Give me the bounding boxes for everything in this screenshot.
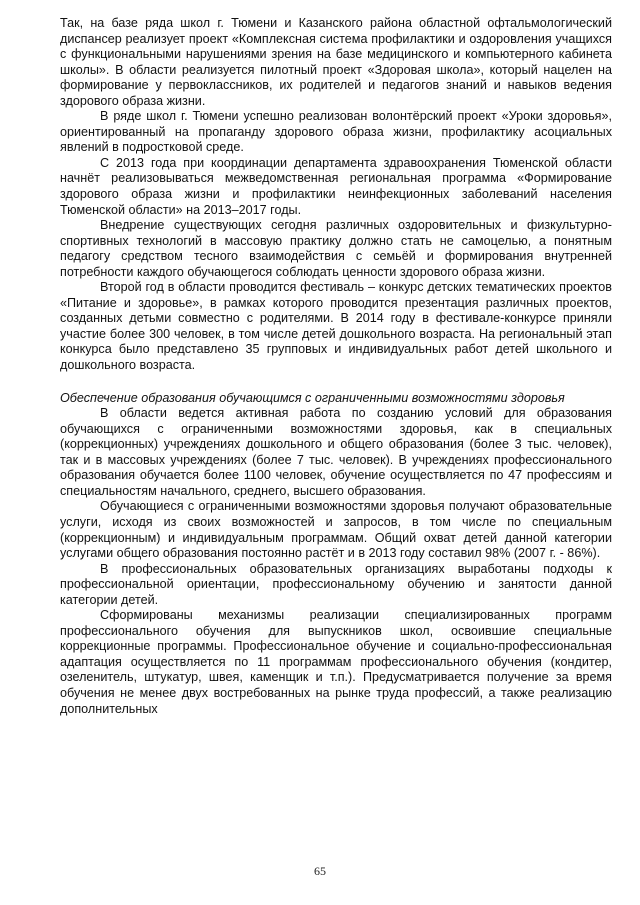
page-number: 65 (314, 864, 326, 878)
paragraph-educational-services: Обучающиеся с ограниченными возможностями здоровья получают образовательные услуги, исходя из своих возможностей и запросов, в том числе по специальным (коррекционным) и индивидуальным программам. Общий охват детей данной категории услугами общего образования постоянно растёт и в 2013 году составил 98% (2007 г. - 86%). (60, 499, 612, 561)
document-page (60, 16, 612, 717)
paragraph-festival-contest: Второй год в области проводится фестиваль – конкурс детских тематических проектов «Питание и здоровье», в рамках которого проводится презентация различных проектов, созданных детьми совместно с родителями. В 2014 году в фестивале-конкурсе приняли участие более 300 человек, в том числе детей дошкольного возраста. На региональный этап конкурса было представлено 35 групповых и индивидуальных работ детей школьного и дошкольного возраста. (60, 280, 612, 373)
paragraph-eye-health-project: Так, на базе ряда школ г. Тюмени и Казанского района областной офтальмологический диспансер реализует проект «Комплексная система профилактики и оздоровления учащихся с функциональными нарушениями зрения на базе медицинского и компьютерного кабинета школы». В области реализуется пилотный проект «Здоровая школа», который нацелен на формирование у первоклассников, их родителей и педагогов знаний и навыков ведения здорового образа жизни. (60, 16, 612, 108)
paragraph-special-education-conditions: В области ведется активная работа по созданию условий для образования обучающихся с ограниченными возможностями здоровья, как в специальных (коррекционных) учреждениях дошкольного и общего образования (более 3 тыс. человек), так и в массовых учреждениях (более 7 тыс. человек). В учреждениях профессионального образования обучается более 1100 человек, обучение осуществляется по 47 профессиям и специальностям начального, среднего, высшего образования. (60, 406, 612, 498)
paragraph-health-technologies: Внедрение существующих сегодня различных оздоровительных и физкультурно-спортивных технологий в массовую практику должно стать не самоцелью, а понятным педагогу средством тесного взаимодействия с семьёй и формирования внутренней потребности каждого обучающегося соблюдать ценности здорового образа жизни. (60, 218, 612, 279)
paragraph-regional-program: С 2013 года при координации департамента здравоохранения Тюменской области начнёт реализовываться межведомственная региональная программа «Формирование здорового образа жизни и профилактики неинфекционных заболеваний населения Тюменской области» на 2013–2017 годы. (60, 155, 612, 217)
paragraph-vocational-approaches: В профессиональных образовательных организациях выработаны подходы к профессиональной ориентации, профессиональному обучению и занятости данной категории детей. (60, 561, 612, 607)
paragraph-training-mechanisms: Сформированы механизмы реализации специализированных программ профессионального обучения для выпускников школ, освоившие специальные коррекционные программы. Профессиональное обучение и социально-профессиональная адаптация осуществляется по 11 программам профессионального обучения (кондитер, озеленитель, штукатур, швея, каменщик и т.п.). Предусматривается получение за время обучения не менее двух востребованных на рынке труда профессий, а также реализацию дополнительных (60, 608, 612, 716)
paragraph-health-lessons: В ряде школ г. Тюмени успешно реализован волонтёрский проект «Уроки здоровья», ориентированный на пропаганду здорового образа жизни, профилактику асоциальных явлений в подростковой среде. (60, 109, 612, 155)
section-heading: Обеспечение образования обучающимся с ограниченными возможностями здоровья (60, 390, 565, 405)
